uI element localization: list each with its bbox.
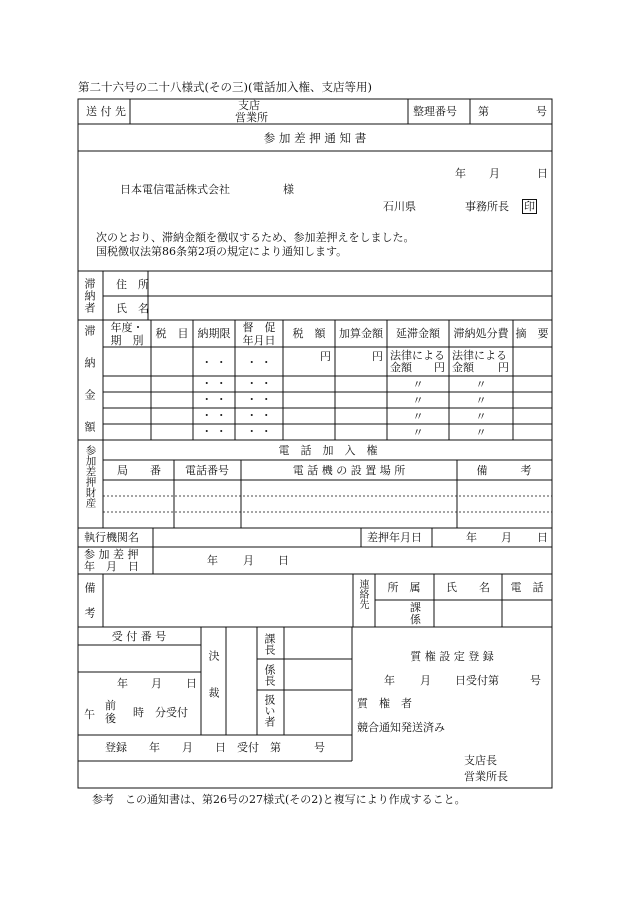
seizure-month: 月 bbox=[501, 531, 512, 544]
seizure-date-label: 差押年月日 bbox=[367, 531, 422, 544]
receipt-am: 前 bbox=[105, 699, 116, 712]
pledge-holder: 質 権 者 bbox=[357, 697, 412, 710]
ditto-disposition-3: 〃 bbox=[475, 394, 487, 407]
ditto-delinquency-2: 〃 bbox=[412, 378, 424, 391]
header-remarks: 摘 要 bbox=[515, 327, 549, 340]
header-demand-date: 年月日 bbox=[242, 334, 276, 347]
addressee: 日本電信電話株式会社 bbox=[120, 183, 230, 196]
dots-due-3: ・ ・ bbox=[201, 393, 227, 406]
ditto-disposition-4: 〃 bbox=[475, 410, 487, 423]
contact-ka: 課 bbox=[410, 601, 421, 614]
remarks-label: 備考 bbox=[83, 582, 96, 632]
form-number: 第二十六号の二十八様式(その三)(電話加入権、支店等用) bbox=[78, 80, 372, 94]
contact-label: 連絡先 bbox=[357, 579, 368, 609]
office-chief-bottom: 営業所長 bbox=[464, 770, 508, 783]
office-label: 営業所 bbox=[235, 111, 268, 124]
branch-label: 支店 bbox=[238, 99, 260, 112]
receipt-year: 年 bbox=[117, 677, 128, 690]
decision-label: 決裁 bbox=[207, 650, 220, 724]
seizure-label: 参加差押財産 bbox=[84, 445, 97, 508]
seizure-remarks-header: 備 考 bbox=[476, 464, 532, 477]
header-tax-item: 税 目 bbox=[155, 327, 189, 340]
dots-demand-4: ・ ・ bbox=[246, 409, 272, 422]
pledge-received: 日受付第 bbox=[455, 674, 499, 687]
contact-kakari: 係 bbox=[410, 613, 421, 626]
header-year: 年度・ bbox=[110, 321, 144, 334]
yen-delinquency: 円 bbox=[434, 361, 445, 374]
body-text-line1: 次のとおり、滞納金額を徴収するため、参加差押えをしました。 bbox=[96, 231, 415, 244]
dots-due-1: ・ ・ bbox=[201, 356, 227, 369]
branch-chief: 支店長 bbox=[464, 754, 497, 767]
pledge-title: 質 権 設 定 登 録 bbox=[410, 650, 494, 663]
participation-label-2: 年 月 日 bbox=[84, 560, 139, 573]
receipt-pm: 後 bbox=[105, 712, 116, 725]
ditto-delinquency-5: 〃 bbox=[412, 426, 424, 439]
participation-day: 日 bbox=[278, 554, 289, 567]
header-disposition: 滞納処分費 bbox=[453, 327, 509, 340]
kakaricho-label: 係長 bbox=[263, 664, 276, 686]
amounts-label: 滞納金額 bbox=[83, 325, 96, 453]
receipt-number-label: 受 付 番 号 bbox=[111, 630, 167, 643]
amount-delinquency: 金額 bbox=[390, 361, 412, 374]
dots-due-5: ・ ・ bbox=[201, 425, 227, 438]
delinquent-label: 滞納者 bbox=[83, 278, 96, 314]
header-demand: 督 促 bbox=[242, 321, 276, 334]
header-additional: 加算金額 bbox=[339, 327, 383, 340]
header-period: 期 別 bbox=[110, 334, 144, 347]
kacho-label: 課長 bbox=[263, 633, 276, 655]
yen-tax: 円 bbox=[320, 350, 331, 363]
receipt-month: 月 bbox=[151, 677, 162, 690]
ref-number-label: 整理番号 bbox=[413, 105, 457, 118]
dots-due-2: ・ ・ bbox=[201, 377, 227, 390]
addressee-sama: 様 bbox=[283, 183, 294, 196]
date-day: 日 bbox=[537, 167, 548, 180]
contact-name: 氏 名 bbox=[446, 581, 490, 594]
by-law-disposition: 法律による bbox=[452, 349, 507, 362]
header-tax-amount: 税 額 bbox=[292, 327, 326, 340]
office-chief: 事務所長 bbox=[465, 200, 509, 213]
ditto-disposition-2: 〃 bbox=[475, 378, 487, 391]
dots-demand-2: ・ ・ bbox=[246, 377, 272, 390]
participation-year: 年 bbox=[207, 554, 218, 567]
by-law-delinquency: 法律による bbox=[390, 349, 445, 362]
ref-go: 号 bbox=[536, 105, 547, 118]
contact-dept: 所 属 bbox=[387, 581, 421, 594]
body-text-line2: 国税徴収法第86条第2項の規定により通知します。 bbox=[96, 245, 348, 258]
yen-disposition: 円 bbox=[498, 361, 509, 374]
participation-month: 月 bbox=[243, 554, 254, 567]
pledge-month: 月 bbox=[420, 674, 431, 687]
pledge-notice: 競合通知発送済み bbox=[357, 721, 445, 734]
ditto-delinquency-4: 〃 bbox=[412, 410, 424, 423]
bureau-header: 局 番 bbox=[117, 464, 161, 477]
seal-mark: 印 bbox=[524, 200, 535, 213]
date-year: 年 bbox=[455, 167, 466, 180]
dots-due-4: ・ ・ bbox=[201, 409, 227, 422]
dots-demand-3: ・ ・ bbox=[246, 393, 272, 406]
location-header: 電 話 機 の 設 置 場 所 bbox=[292, 464, 406, 477]
ref-dai: 第 bbox=[478, 105, 489, 118]
yen-additional: 円 bbox=[372, 350, 383, 363]
send-to-label: 送 付 先 bbox=[86, 105, 126, 118]
address-label: 住 所 bbox=[116, 278, 149, 291]
header-due-date: 納期限 bbox=[197, 327, 231, 340]
phone-number-header: 電話番号 bbox=[185, 464, 229, 477]
dots-demand-5: ・ ・ bbox=[246, 425, 272, 438]
header-delinquency: 延滞金額 bbox=[396, 327, 440, 340]
agency-label: 執行機関名 bbox=[84, 531, 139, 544]
registration-line: 登録 年 月 日 受付 第 号 bbox=[105, 741, 325, 754]
prefecture: 石川県 bbox=[383, 200, 416, 213]
receipt-go: 午 bbox=[84, 708, 95, 721]
receipt-time: 時 分受付 bbox=[133, 706, 188, 719]
name-label: 氏 名 bbox=[116, 302, 149, 315]
amount-disposition: 金額 bbox=[452, 361, 474, 374]
contact-phone: 電 話 bbox=[510, 581, 544, 594]
document-title: 参 加 差 押 通 知 書 bbox=[263, 131, 367, 145]
reference-note: 参考 この通知書は、第26号の27様式(その2)と複写により作成すること。 bbox=[92, 793, 466, 806]
dots-demand-1: ・ ・ bbox=[246, 356, 272, 369]
seizure-title: 電 話 加 入 権 bbox=[278, 444, 378, 457]
seizure-year: 年 bbox=[466, 531, 477, 544]
ditto-disposition-5: 〃 bbox=[475, 426, 487, 439]
receipt-day: 日 bbox=[186, 677, 197, 690]
seizure-day: 日 bbox=[537, 531, 548, 544]
pledge-year: 年 bbox=[384, 674, 395, 687]
handler-label: 扱い者 bbox=[263, 694, 276, 727]
participation-label-1: 参 加 差 押 bbox=[84, 548, 139, 561]
date-month: 月 bbox=[489, 167, 500, 180]
ditto-delinquency-3: 〃 bbox=[412, 394, 424, 407]
pledge-go: 号 bbox=[530, 674, 541, 687]
